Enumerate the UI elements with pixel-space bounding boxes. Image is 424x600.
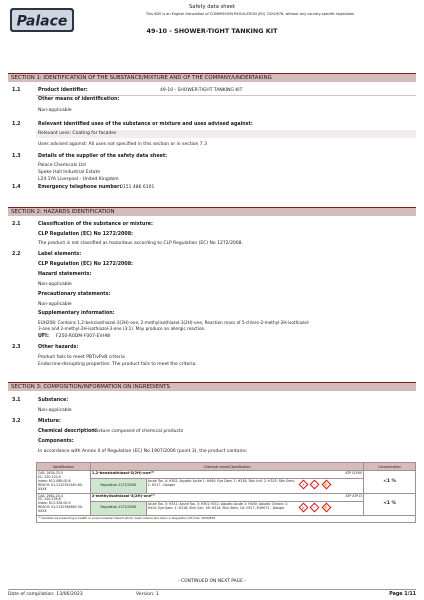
table-row: [37, 471, 416, 479]
divider: [36, 95, 416, 96]
mixture-label: Mixture:: [38, 419, 61, 424]
regulation-note: This SDS is an English translation of COMMISSION REGULATION (EU) 2020/878, without any country-specific legislation: [145, 12, 355, 16]
annex-note: In accordance with Annex II of Regulation (EC) No 1907/2006 (point 3), the product contains:: [38, 449, 248, 454]
skull-pictogram-icon: ☠: [299, 502, 309, 512]
other-means-value: Non-applicable: [38, 108, 72, 113]
corrosion-pictogram-icon: ✋: [321, 502, 331, 512]
regulation-cell: Regulation 1272/2008: [90, 501, 146, 515]
supplementary-label: Supplementary information:: [38, 311, 115, 316]
table-row: [37, 493, 416, 501]
section-1-header: SECTION 1: IDENTIFICATION OF THE SUBSTANCE/MIXTURE AND OF THE COMPANY/UNDERTAKING: [8, 73, 416, 82]
substance-value: Non-applicable: [38, 408, 72, 413]
classification-label: Classification of the substance or mixture:: [38, 222, 153, 227]
clp-regulation-label: CLP Regulation (EC) No 1272/2008:: [38, 262, 133, 267]
supplier-label: Details of the supplier of the safety data sheet:: [38, 154, 168, 159]
emergency-label: Emergency telephone number:: [38, 185, 122, 190]
product-heading: 49-10 - SHOWER-TIGHT TANKING KIT: [146, 27, 278, 35]
version-label: Version: 1: [136, 592, 159, 597]
page-number: Page 1/11: [389, 592, 416, 597]
continued-notice: - CONTINUED ON NEXT PAGE -: [177, 579, 247, 584]
identification-cell: CAS: 2634-33-5 EC: 220-120-9 Index: 613-088-00-6 REACH: 01-2120761540-60-XXXX: [37, 471, 91, 494]
identification-cell: CAS: 2682-20-4 EC: 220-239-6 Index: 613-326-00-9 REACH: 01-2120764690-50-XXXX: [37, 493, 91, 516]
section-3-header: SECTION 3: COMPOSITION/INFORMATION ON INGREDIENTS: [8, 382, 416, 391]
chemical-description-label: Chemical description:: [38, 429, 97, 434]
other-means-label: Other means of identification:: [38, 97, 120, 102]
corrosion-pictogram-icon: ✋: [321, 480, 331, 490]
footer-divider: [8, 589, 416, 590]
uses-label: Relevant identified uses of the substance or mixture and uses advised against:: [38, 122, 253, 127]
ufi-value: F250-R0DM-F007-EVHW: [56, 334, 111, 339]
supplier-address-1: Speke Hall Industrial Estate: [38, 170, 100, 175]
table-row: [37, 479, 416, 493]
document-header: [0, 0, 424, 60]
table-header-row: [37, 463, 416, 471]
column-header: Concentration: [364, 463, 416, 471]
precautionary-label: Precautionary statements:: [38, 292, 111, 297]
item-number: 2.1: [12, 222, 21, 227]
document-title: Safety data sheet: [189, 4, 235, 10]
chemical-name-cell: [90, 471, 363, 479]
environment-pictogram-icon: ~: [310, 480, 320, 490]
column-header: Chemical name/Classification: [90, 463, 363, 471]
relevant-uses: Relevant uses: Coating for facades: [38, 131, 117, 136]
item-number: 1.1: [12, 88, 21, 93]
uses-advised-against: Uses advised against: All uses not specified in this section or in section 7.3: [38, 142, 207, 147]
classification-text: Acute Tox. 3: H331; Acute Tox. 3: H301 H311; Aquatic Acute 1: H400; Aquatic Chronic 1: H410; Eye Dam. 1: H318; Skin Corr. 1B: H314; Skin Sens. 1A: H317; EUH071 - Danger: [147, 501, 289, 510]
compilation-date: Date of compilation: 13/06/2023: [8, 592, 83, 597]
euh208-line-2: 3-one and 2-methyl-2H-isothiazol-3-one (3:1). May produce an allergic reaction.: [38, 326, 206, 331]
hazard-statements-label: Hazard statements:: [38, 272, 92, 277]
product-identifier-label: Product identifier:: [38, 88, 88, 93]
components-table: [36, 462, 416, 523]
concentration-cell: <1 %: [364, 471, 416, 494]
product-identifier-value: 49-10 - SHOWER-TIGHT TANKING KIT: [160, 88, 243, 93]
other-hazards-endocrine: Endocrine-disrupting properties: The product fails to meet the criteria.: [38, 362, 197, 367]
clp-classification-text: The product is not classified as hazardous according to CLP Regulation (EC) No 1272/2008.: [38, 241, 243, 246]
classification-cell: [146, 501, 364, 515]
precautionary-value: Non-applicable: [38, 302, 72, 307]
label-elements-label: Label elements:: [38, 252, 82, 257]
item-number: 1.3: [12, 154, 21, 159]
table-row: [37, 501, 416, 515]
chemical-name: 1,2-benzisothiazol-3(2H)-one⁽¹⁾: [91, 471, 155, 475]
environment-pictogram-icon: ~: [310, 502, 320, 512]
atp-label: ATP ATP13: [345, 493, 363, 498]
atp-label: ATP CLP00: [345, 471, 363, 475]
chemical-name-cell: [90, 493, 363, 501]
table-footnote-row: [37, 516, 416, 523]
chemical-description-value: Mixture composed of chemical products: [93, 429, 184, 434]
clp-regulation-label: CLP Regulation (EC) No 1272/2008:: [38, 232, 133, 237]
svg-text:Palace: Palace: [16, 13, 68, 30]
exclamation-pictogram-icon: !: [299, 480, 309, 490]
other-hazards-pbt: Product fails to meet PBT/vPvB criteria: [38, 355, 125, 360]
supplier-address-2: L24 1YA Liverpool - United Kingdom: [38, 177, 119, 182]
substance-label: Substance:: [38, 398, 69, 403]
classification-text: Acute Tox. 4: H302; Aquatic Acute 1: H400; Eye Dam. 1: H318; Skin Irrit. 2: H315; Skin Sens. 1: H317 - Danger: [147, 479, 296, 488]
item-number: 2.2: [12, 252, 21, 257]
column-header: Identification: [37, 463, 91, 471]
item-number: 3.1: [12, 398, 21, 403]
euh208-line-1: EUH208: Contains 1,2-benzisothiazol-3(2H)-one, 2-methylisothiazol-3(2H)-one, Reaction mass of 5-chloro-2-methyl-2H-isothiazol-: [38, 320, 310, 325]
table-footnote: ⁽¹⁾ Substances presenting a health or environmental hazard which meet criteria laid down in Regulation (EU) No. 2020/878: [37, 516, 416, 523]
hazard-statements-value: Non-applicable: [38, 282, 72, 287]
supplier-name: Palace Chemicals Ltd: [38, 163, 86, 168]
ufi-label: UFI:: [38, 334, 49, 339]
item-number: 3.2: [12, 419, 21, 424]
item-number: 1.2: [12, 122, 21, 127]
item-number: 1.4: [12, 185, 21, 190]
concentration-cell: <1 %: [364, 493, 416, 516]
emergency-phone: 0151 486 6101: [120, 185, 155, 190]
section-2-header: SECTION 2: HAZARDS IDENTIFICATION: [8, 207, 416, 216]
regulation-cell: Regulation 1272/2008: [90, 479, 146, 493]
components-label: Components:: [38, 439, 74, 444]
chemical-name: 2-methylisothiazol-3(2H)-one⁽¹⁾: [91, 493, 155, 498]
other-hazards-label: Other hazards:: [38, 345, 79, 350]
item-number: 2.3: [12, 345, 21, 350]
classification-cell: [146, 479, 364, 493]
